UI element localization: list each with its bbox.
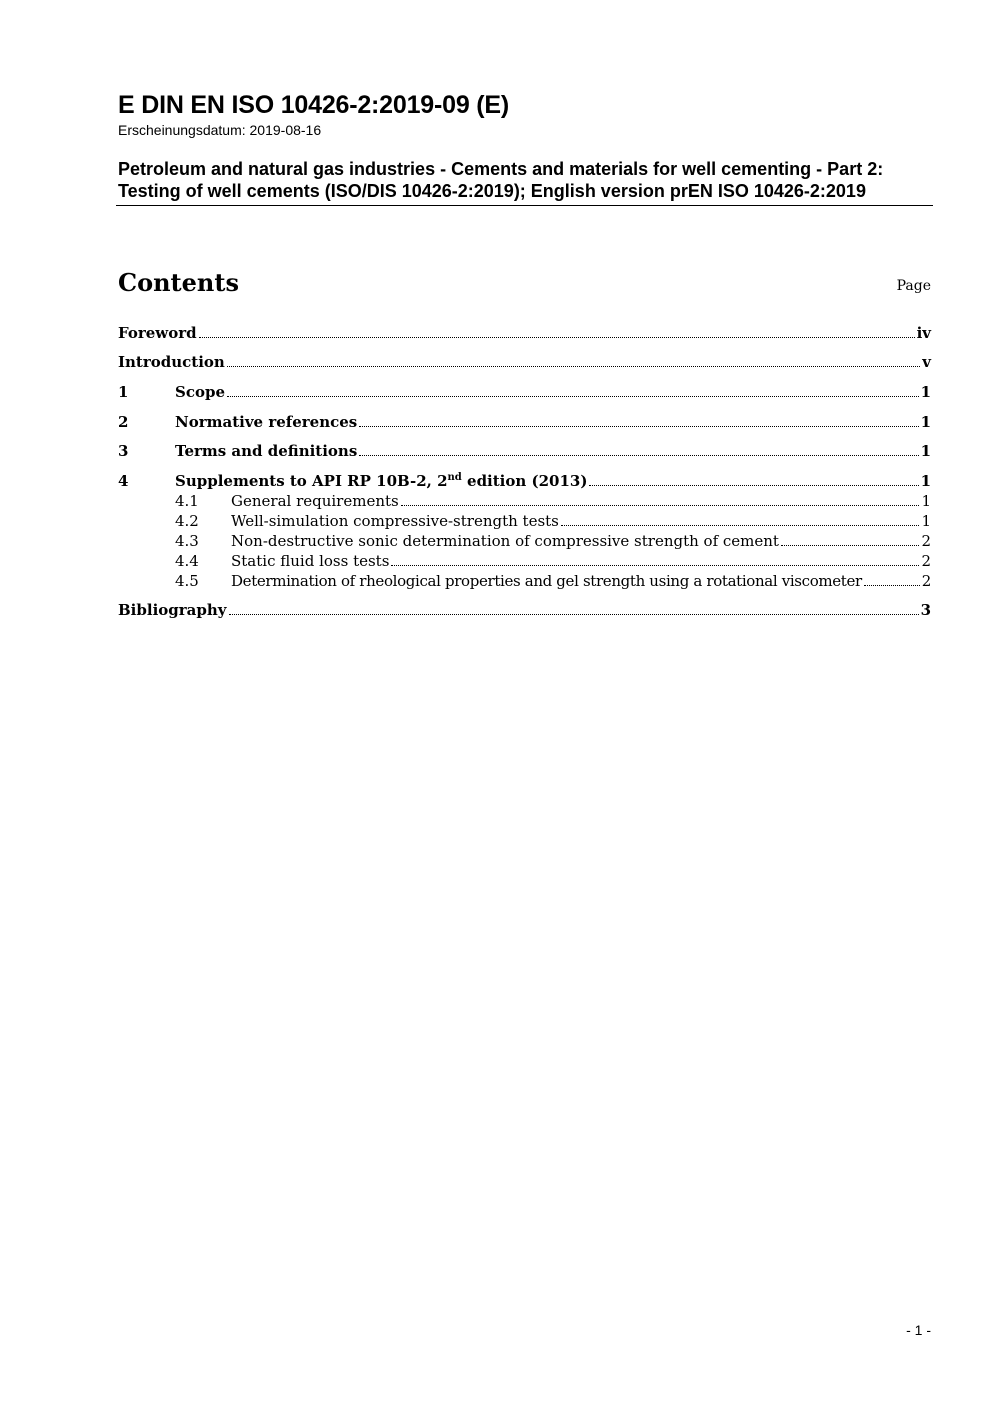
toc-entry-number: 4.2	[175, 512, 199, 530]
toc-leader-dots	[199, 336, 915, 338]
toc-leader-dots	[391, 564, 919, 566]
toc-leader-dots	[561, 524, 920, 526]
toc-entry-number: 4.3	[175, 532, 199, 550]
toc-entry-page: 1	[920, 472, 931, 490]
toc-entry-label: General requirements	[231, 492, 399, 510]
toc-entry-label: Bibliography	[118, 601, 227, 619]
document-title: Petroleum and natural gas industries - Cements and materials for well cementing - Part 2: Testing of well cements (ISO/DIS 10426-2:2019); English version prEN ISO 10426-2:2019	[116, 158, 933, 206]
toc-entry-number: 4	[118, 472, 129, 490]
toc-entry-page: v	[922, 353, 931, 371]
toc-entry-supplements[interactable]	[118, 471, 931, 491]
toc-entry-static-fluid-loss[interactable]	[118, 551, 931, 571]
table-of-contents	[118, 323, 931, 620]
toc-entry-label: Static fluid loss tests	[231, 552, 390, 570]
toc-entry-foreword[interactable]	[118, 323, 931, 343]
toc-entry-page: 1	[921, 492, 931, 510]
toc-entry-well-simulation-tests[interactable]	[118, 511, 931, 531]
toc-entry-label-part: Supplements to API RP 10B-2, 2	[175, 472, 448, 490]
toc-entry-page: 1	[920, 442, 931, 460]
toc-leader-dots	[227, 395, 919, 397]
toc-entry-label: Terms and definitions	[175, 442, 358, 460]
toc-entry-rheological-properties[interactable]	[118, 571, 931, 591]
toc-entry-label-part: edition (2013)	[461, 472, 588, 490]
toc-entry-number: 4.4	[175, 552, 199, 570]
toc-entry-page: 1	[920, 413, 931, 431]
toc-entry-terms-and-definitions[interactable]	[118, 441, 931, 461]
toc-entry-page: 3	[920, 601, 931, 619]
toc-entry-normative-references[interactable]	[118, 412, 931, 432]
toc-leader-dots	[401, 504, 920, 506]
page-number: - 1 -	[906, 1322, 931, 1338]
toc-leader-dots	[589, 484, 918, 486]
toc-entry-number: 3	[118, 442, 129, 460]
toc-entry-label: Foreword	[118, 324, 197, 342]
page-column-label: Page	[896, 278, 931, 294]
toc-entry-general-requirements[interactable]	[118, 491, 931, 511]
toc-entry-number: 2	[118, 413, 129, 431]
publication-date: Erscheinungsdatum: 2019-08-16	[118, 122, 322, 138]
document-id: E DIN EN ISO 10426-2:2019-09 (E)	[118, 91, 509, 119]
toc-heading-row	[118, 266, 931, 306]
toc-leader-dots	[229, 613, 919, 615]
toc-entry-bibliography[interactable]	[118, 600, 931, 620]
toc-entry-number: 4.1	[175, 492, 199, 510]
toc-entry-label: Introduction	[118, 353, 225, 371]
ordinal-suffix: nd	[447, 472, 462, 483]
toc-leader-dots	[359, 454, 918, 456]
toc-entry-introduction[interactable]	[118, 352, 931, 372]
toc-leader-dots	[864, 584, 920, 586]
toc-entry-label: Well-simulation compressive-strength tests	[231, 512, 559, 530]
toc-entry-label	[175, 471, 587, 491]
toc-entry-page: 2	[921, 552, 931, 570]
toc-entry-scope[interactable]	[118, 382, 931, 402]
toc-entry-page: 2	[921, 572, 931, 590]
toc-entry-label: Normative references	[175, 413, 358, 431]
toc-entry-number: 1	[118, 383, 129, 401]
toc-entry-page: 2	[921, 532, 931, 550]
toc-leader-dots	[781, 544, 919, 546]
toc-entry-sonic-determination[interactable]	[118, 531, 931, 551]
toc-entry-label: Determination of rheological properties and gel strength using a rotational viscometer	[231, 572, 862, 590]
toc-entry-page: 1	[921, 512, 931, 530]
contents-title: Contents	[118, 268, 239, 297]
toc-leader-dots	[227, 365, 920, 367]
toc-entry-label: Scope	[175, 383, 226, 401]
toc-entry-label: Non-destructive sonic determination of compressive strength of cement	[231, 532, 779, 550]
document-header	[118, 90, 933, 206]
toc-leader-dots	[359, 425, 918, 427]
toc-entry-number: 4.5	[175, 572, 199, 590]
toc-entry-page: iv	[916, 324, 931, 342]
toc-entry-page: 1	[920, 383, 931, 401]
